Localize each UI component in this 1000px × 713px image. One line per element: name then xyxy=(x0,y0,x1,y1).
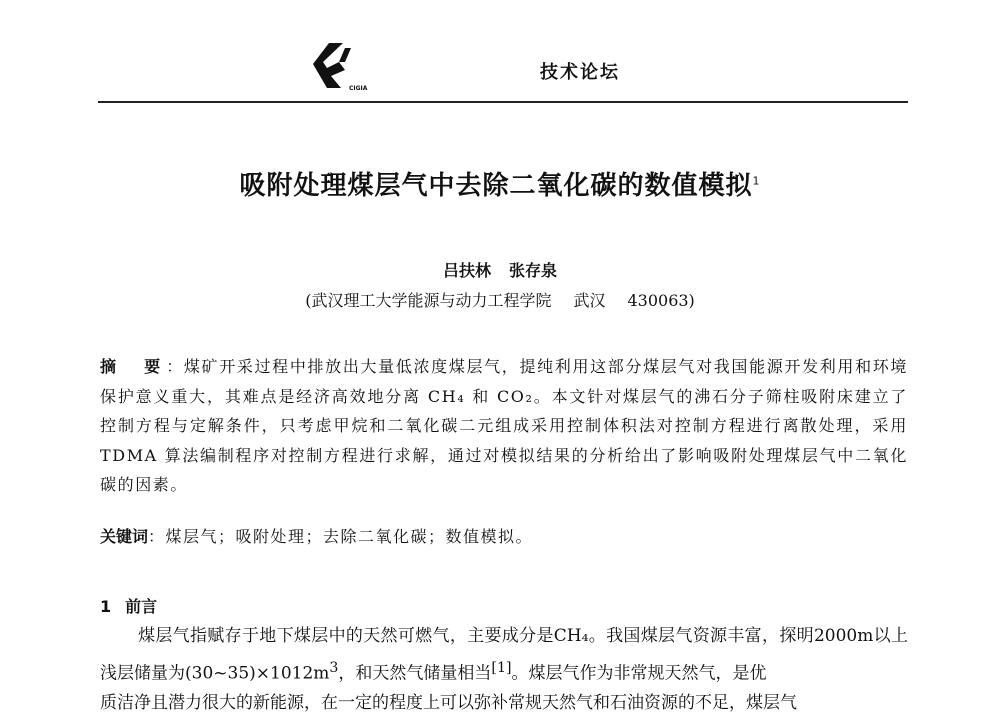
title-footnote-mark: 1 xyxy=(752,174,761,188)
affiliation-city: 武汉 xyxy=(573,291,606,310)
keywords xyxy=(100,524,908,547)
cut-off-line: 质洁净且潜力很大的新能源，在一定的程度上可以弥补常规天然气和石油资源的不足，煤层气 xyxy=(100,693,797,713)
affiliation xyxy=(0,288,1000,311)
section-number: 1 xyxy=(100,597,112,616)
author-name: 吕扶林 xyxy=(442,261,491,280)
intro-paragraph xyxy=(100,620,908,690)
abstract-text: ：煤矿开采过程中排放出大量低浓度煤层气，提纯利用这部分煤层气对我国能源开发利用和环境保护意义重大，其难点是经济高效地分离 CH₄ 和 CO₂。本文针对煤层气的沸石分子筛柱吸附床建立了控制方程与定解条件，只考虑甲烷和二氧化碳二元组成采用控制体积法对控制方程进行离散处理，采用 TDMA 算法编制程序对控制方程进行求解，通过对模拟结果的分析给出了影响吸附处理煤层气中二氧化碳的因素。 xyxy=(100,357,908,494)
paragraph-text: ，和天然气储量相当 xyxy=(338,663,492,684)
logo-text: CIGIA xyxy=(349,85,368,92)
authors xyxy=(0,258,1000,281)
section-heading xyxy=(100,594,157,617)
keywords-text: ：煤层气；吸附处理；去除二氧化碳；数值模拟。 xyxy=(148,527,534,546)
title-text: 吸附处理煤层气中去除二氧化碳的数值模拟 xyxy=(239,171,753,201)
paper-title xyxy=(0,165,1000,202)
citation-ref: [1] xyxy=(491,660,512,676)
abstract xyxy=(100,352,908,500)
section-title: 前言 xyxy=(125,597,158,616)
affiliation-postcode: 430063) xyxy=(627,291,695,310)
paragraph-text: 煤层气指赋存于地下煤层中的天然可燃气，主要成分是CH₄。我国煤层气资源丰富，探明2000m以上浅层储量为(30~35)×1012m xyxy=(100,626,908,684)
superscript: 3 xyxy=(329,660,339,676)
author-name: 张存泉 xyxy=(509,261,558,280)
journal-logo xyxy=(305,40,377,92)
section-name: 技术论坛 xyxy=(540,62,620,83)
paragraph-text: 。煤层气作为非常规天然气，是优 xyxy=(511,663,767,684)
header-rule xyxy=(98,101,908,103)
affiliation-institution: (武汉理工大学能源与动力工程学院 xyxy=(305,291,552,310)
keywords-label: 关键词 xyxy=(100,527,149,546)
abstract-label: 摘 要 xyxy=(100,357,167,376)
